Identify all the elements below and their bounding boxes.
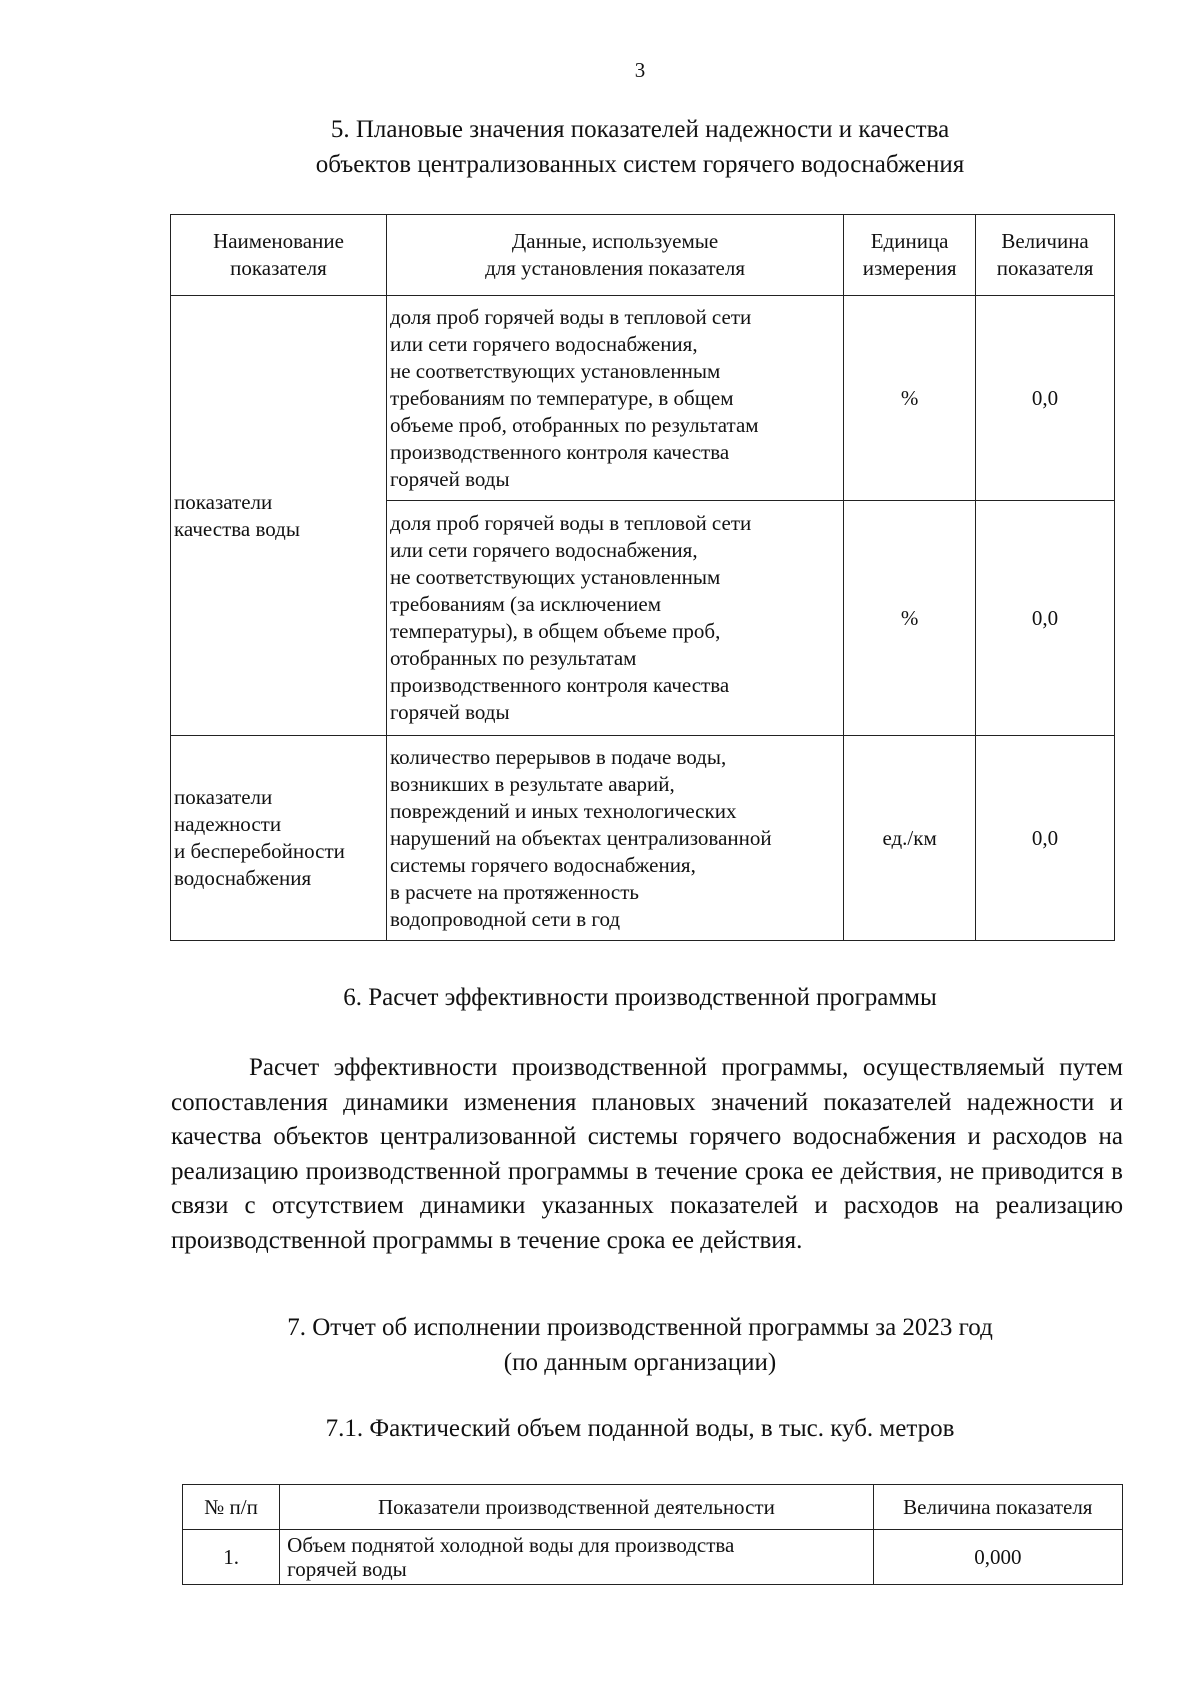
section6-paragraph: Расчет эффективности производственной программы, осуществляемый путем сопоставления динамики изменения плановых значений показателей надежности и качества объектов централизованной системы горячего водоснабжения и расходов на реализацию производственной программы в течение срока ее действия, не приводится в связи с отсутствием динамики указанных показателей и расходов на реализацию производственной программы в течение срока ее действия. (171, 1054, 1123, 1254)
section7-title-line2: (по данным организации) (503, 1349, 777, 1376)
section5-title-line2: объектов централизованных систем горячего водоснабжения (315, 151, 965, 178)
section6-title: 6. Расчет эффективности производственной программы (343, 984, 937, 1011)
section7-title-line1: 7. Отчет об исполнении производственной программы за 2023 год (287, 1314, 993, 1341)
indicator-unit-cell: % (844, 296, 976, 501)
section5-title-line1: 5. Плановые значения показателей надежности и качества (330, 116, 950, 143)
indicator-value-cell: 0,0 (976, 736, 1115, 941)
header-unit: Единица измерения (844, 215, 976, 296)
header-indicator: Показатели производственной деятельности (280, 1485, 873, 1530)
indicator-group-name: показатели надежности и бесперебойности водоснабжения (171, 736, 387, 941)
indicator-value-cell: 0,0 (976, 501, 1115, 736)
table-row (171, 296, 1115, 501)
page-number: 3 (634, 58, 646, 82)
section7-title (0, 1310, 1200, 1380)
indicator-data-cell: доля проб горячей воды в тепловой сети или сети горячего водоснабжения, не соответствующих установленным требованиям по температуре, в общем объеме проб, отобранных по результатам производственного контроля качества горячей воды (386, 296, 843, 501)
indicator-group-name: показатели качества воды (171, 296, 387, 736)
table-header-row (171, 215, 1115, 296)
indicator-data-cell: количество перерывов в подаче воды, возникших в результате аварий, повреждений и иных технологических нарушений на объектах централизованной системы горячего водоснабжения, в расчете на протяженность водопроводной сети в год (386, 736, 843, 941)
header-row-number: № п/п (183, 1485, 280, 1530)
header-indicator-name: Наименование показателя (171, 215, 387, 296)
water-volume-table (182, 1484, 1123, 1585)
section5-title (0, 112, 1200, 182)
header-value: Величина показателя (976, 215, 1115, 296)
row-number-cell: 1. (183, 1530, 280, 1585)
header-data-used: Данные, используемые для установления показателя (386, 215, 843, 296)
value-cell: 0,000 (873, 1530, 1122, 1585)
indicator-data-cell: доля проб горячей воды в тепловой сети или сети горячего водоснабжения, не соответствующих установленным требованиям (за исключением температуры), в общем объеме проб, отобранных по результатам производственного контроля качества горячей воды (386, 501, 843, 736)
reliability-quality-table (170, 214, 1115, 941)
indicator-value-cell: 0,0 (976, 296, 1115, 501)
indicator-unit-cell: % (844, 501, 976, 736)
table-header-row (183, 1485, 1123, 1530)
section7-1-title: 7.1. Фактический объем поданной воды, в тыс. куб. метров (325, 1415, 955, 1442)
header-value: Величина показателя (873, 1485, 1122, 1530)
indicator-cell: Объем поднятой холодной воды для производства горячей воды (280, 1530, 873, 1585)
indicator-unit-cell: ед./км (844, 736, 976, 941)
table-row (171, 736, 1115, 941)
table-row (183, 1530, 1123, 1585)
